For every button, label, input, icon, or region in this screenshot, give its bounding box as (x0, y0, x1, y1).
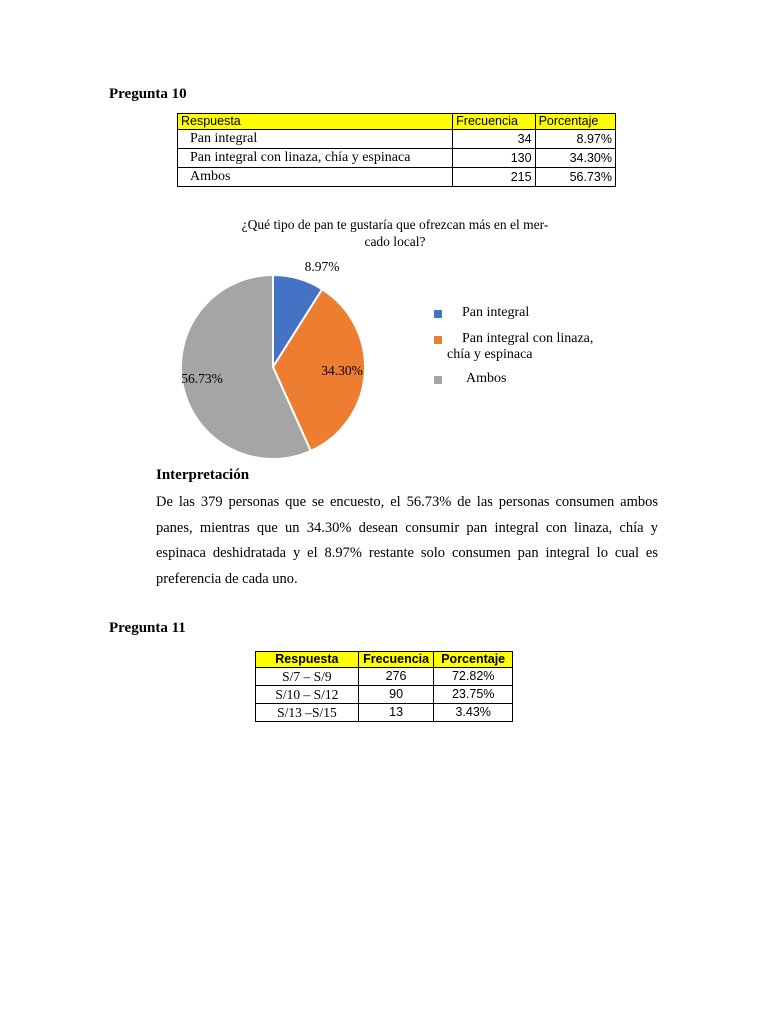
table-cell: 72.82% (434, 668, 513, 686)
table-row (256, 668, 513, 686)
table-cell: 56.73% (535, 168, 615, 187)
table-cell: S/10 – S/12 (256, 686, 359, 704)
table-cell: 34.30% (535, 149, 615, 168)
pie-data-label: 34.30% (321, 363, 363, 378)
legend-swatch (434, 376, 442, 384)
table-cell: Ambos (178, 168, 453, 187)
chart-title-line: ¿Qué tipo de pan te gustaría que ofrezcan más en el mer- (241, 217, 549, 232)
table-header-row (256, 652, 513, 668)
header-cell: Respuesta (256, 652, 359, 668)
table-cell: 23.75% (434, 686, 513, 704)
header-cell: Porcentaje (535, 114, 615, 130)
table-row (178, 130, 616, 149)
table-cell: 276 (358, 668, 434, 686)
legend-swatch (434, 336, 442, 344)
header-cell: Frecuencia (358, 652, 434, 668)
table-header-row (178, 114, 616, 130)
table-cell: 3.43% (434, 704, 513, 722)
header-cell: Porcentaje (434, 652, 513, 668)
table-cell: 215 (453, 168, 535, 187)
interpretation-heading: Interpretación (156, 467, 250, 483)
table-cell: 13 (358, 704, 434, 722)
pie-chart (160, 255, 400, 465)
q10-table (177, 113, 616, 187)
table-cell: S/7 – S/9 (256, 668, 359, 686)
table-cell: 130 (453, 149, 535, 168)
table-row (178, 168, 616, 187)
table-row (256, 704, 513, 722)
table-cell: Pan integral con linaza, chía y espinaca (178, 149, 453, 168)
table-cell: 90 (358, 686, 434, 704)
table-cell: 34 (453, 130, 535, 149)
legend-label: Ambos (466, 371, 507, 386)
pie-data-label: 8.97% (304, 259, 340, 274)
interpretation-paragraph: De las 379 personas que se encuesto, el 56.73% de las personas consumen ambos panes, mientras que un 34.30% desean consumir pan integral con linaza, chía y espinaca deshidratada y el 8.97% restante solo consumen pan integral lo cual es preferencia de cada uno. (156, 494, 658, 587)
table-cell: 8.97% (535, 130, 615, 149)
header-cell: Frecuencia (453, 114, 535, 130)
legend-label: chía y espinaca (447, 347, 533, 362)
legend-label: Pan integral (462, 305, 530, 320)
q11-table (255, 651, 513, 722)
chart-title-line: cado local? (364, 234, 426, 249)
legend-swatch (434, 310, 442, 318)
header-cell: Respuesta (178, 114, 453, 130)
chart-title (200, 216, 590, 250)
table-cell: S/13 –S/15 (256, 704, 359, 722)
table-row (178, 149, 616, 168)
q11-heading: Pregunta 11 (109, 620, 186, 636)
table-cell: Pan integral (178, 130, 453, 149)
q10-heading: Pregunta 10 (109, 86, 187, 102)
legend-label: Pan integral con linaza, (462, 331, 594, 346)
table-row (256, 686, 513, 704)
pie-data-label: 56.73% (181, 371, 223, 386)
